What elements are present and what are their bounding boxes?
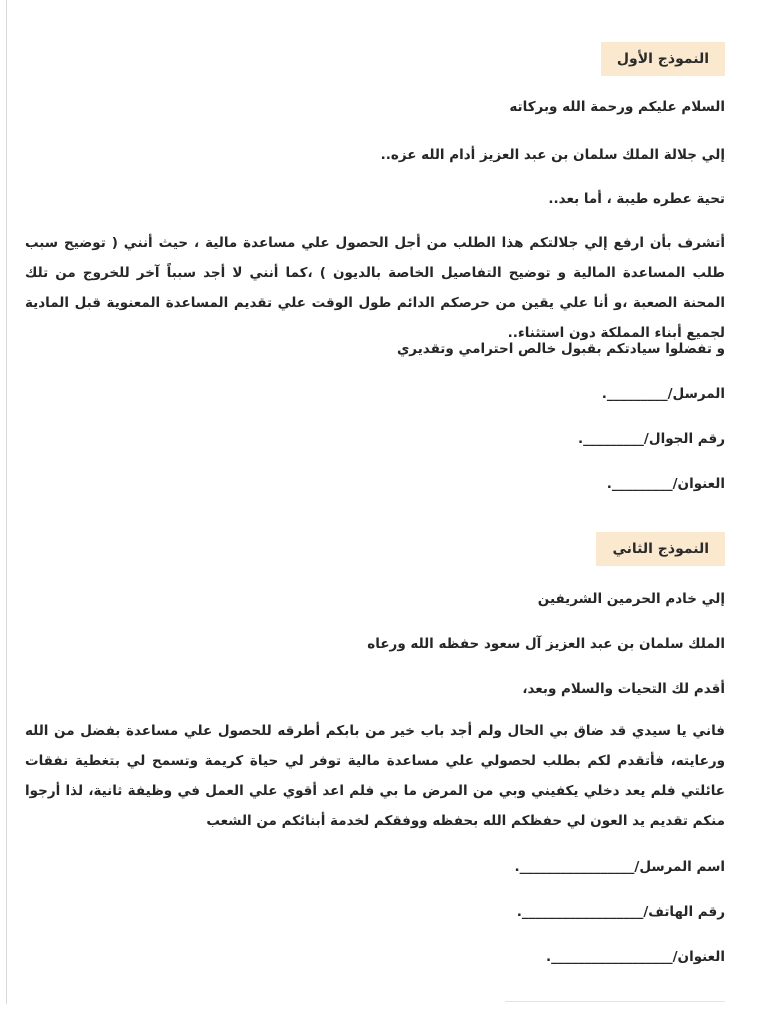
next-section-divider [505, 1001, 725, 1008]
model-two-address-field: العنوان/__________________. [545, 949, 725, 965]
model-two-sender-field: اسم المرسل/_________________. [514, 859, 725, 875]
model-two-heading: النموذج الثاني [596, 532, 725, 566]
model-one-recipient: إلي جلالة الملك سلمان بن عبد العزيز أدام الله عزه.. [380, 147, 725, 163]
model-one-greeting: السلام عليكم ورحمة الله وبركاته [509, 99, 725, 115]
document-page [25, 0, 725, 1024]
model-one-mobile-field: رقم الجوال/_________. [578, 431, 725, 447]
model-two-phone-field: رقم الهاتف/__________________. [516, 904, 725, 920]
model-one-heading: النموذج الأول [601, 42, 725, 76]
model-two-body: فاني يا سيدي قد ضاق بي الحال ولم أجد باب خير من بابكم أطرقه للحصول علي مساعدة بفضل من الله ورعايته، فأتقدم لكم بطلب لحصولي علي مساعدة مالية توفر لي حياة كريمة وتسمح لي بتغطية نفقات عائلتي فلم يعد دخلي يكفيني وبي من المرض ما بي فلم اعد أقوي علي العمل في وظيفة ثانية، لذا أرجوا منكم تقديم يد العون لي حفظكم الله بحفظه ووفقكم لخدمة أبنائكم من الشعب [25, 723, 725, 829]
model-one-address-field: العنوان/_________. [606, 476, 725, 492]
model-one-salutation: تحية عطره طيبة ، أما بعد.. [548, 191, 725, 207]
model-one-sender-field: المرسل/_________. [601, 386, 725, 402]
model-one-closing: و تفضلوا سيادتكم بقبول خالص احترامي وتقديري [396, 341, 725, 357]
left-page-border [6, 0, 7, 1004]
model-one-body: أتشرف بأن ارفع إلي جلالتكم هذا الطلب من أجل الحصول علي مساعدة مالية ، حيث أنني ( توضيح سبب طلب المساعدة المالية و توضيح التفاصيل الخاصة بالديون ) ،كما أنني لا أجد سبباً آخر للخروج من تلك المحنة الصعبة ،و أنا علي يقين من حرصكم الدائم طول الوقت علي تقديم المساعدة المعنوية قبل المادية لجميع أبناء المملكة دون استثناء.. [25, 235, 725, 341]
model-two-recipient-line1: إلي خادم الحرمين الشريفين [537, 591, 725, 607]
model-two-salutation: أقدم لك التحيات والسلام وبعد، [522, 681, 725, 697]
model-two-recipient-line2: الملك سلمان بن عبد العزيز آل سعود حفظه الله ورعاه [367, 636, 725, 652]
